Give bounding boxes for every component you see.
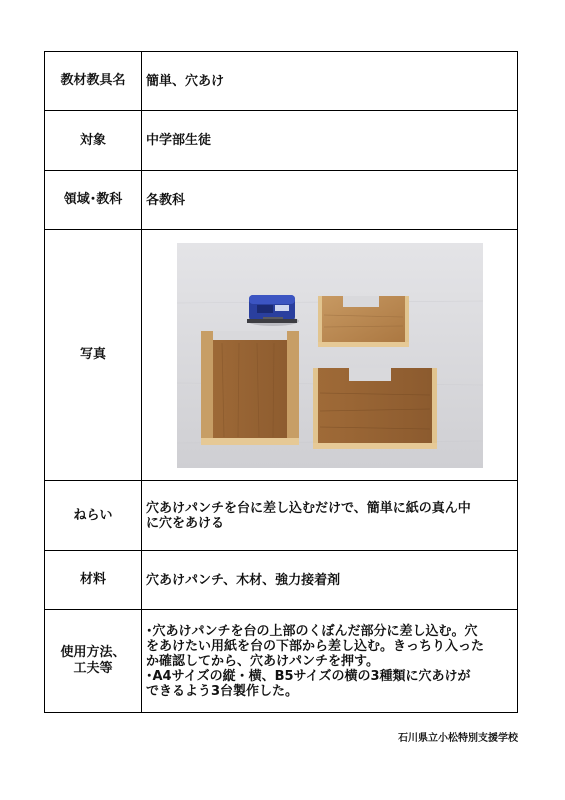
value-aim xyxy=(142,481,518,551)
value-usage xyxy=(142,610,518,713)
hole-punch-icon xyxy=(247,295,299,326)
photo-cell xyxy=(142,230,518,481)
label-materials: 材料 xyxy=(45,551,142,610)
board-b5-horizontal xyxy=(318,296,409,347)
photo-punch-stands xyxy=(177,243,483,468)
label-usage-line: 使用方法、 xyxy=(60,645,126,660)
aim-line: に穴をあける xyxy=(146,515,225,531)
school-name: 石川県立小松特別支援学校 xyxy=(398,733,518,744)
row-usage xyxy=(45,610,518,713)
label-usage xyxy=(45,610,142,713)
row-materials xyxy=(45,551,518,610)
usage-line: か確認してから、穴あけパンチを押す。 xyxy=(146,653,379,669)
usage-line: をあけたい用紙を台の下部から差し込む。きっちり入った xyxy=(146,638,485,654)
row-aim xyxy=(45,481,518,551)
label-usage-line: 工夫等 xyxy=(73,661,113,676)
value-name: 簡単、穴あけ xyxy=(142,52,518,111)
value-target: 中学部生徒 xyxy=(142,111,518,171)
board-a4-horizontal xyxy=(313,368,437,449)
info-sheet xyxy=(44,51,518,713)
aim-line: 穴あけパンチを台に差し込むだけで、簡単に紙の真ん中 xyxy=(146,500,471,516)
label-name: 教材教具名 xyxy=(45,52,142,111)
row-name xyxy=(45,52,518,111)
usage-line: ･穴あけパンチを台の上部のくぼんだ部分に差し込む。穴 xyxy=(146,623,478,639)
value-materials: 穴あけパンチ、木材、強力接着剤 xyxy=(142,551,518,610)
label-subject: 領域･教科 xyxy=(45,171,142,230)
board-a4-vertical xyxy=(201,331,299,445)
label-target: 対象 xyxy=(45,111,142,171)
label-aim: ねらい xyxy=(45,481,142,551)
row-photo xyxy=(45,230,518,481)
info-table xyxy=(44,51,518,713)
value-subject: 各教科 xyxy=(142,171,518,230)
usage-line: できるよう3台製作した。 xyxy=(146,683,299,699)
row-subject xyxy=(45,171,518,230)
label-photo: 写真 xyxy=(45,230,142,481)
row-target xyxy=(45,111,518,171)
usage-line: ･A4サイズの縦・横、B5サイズの横の3種類に穴あけが xyxy=(146,668,471,684)
